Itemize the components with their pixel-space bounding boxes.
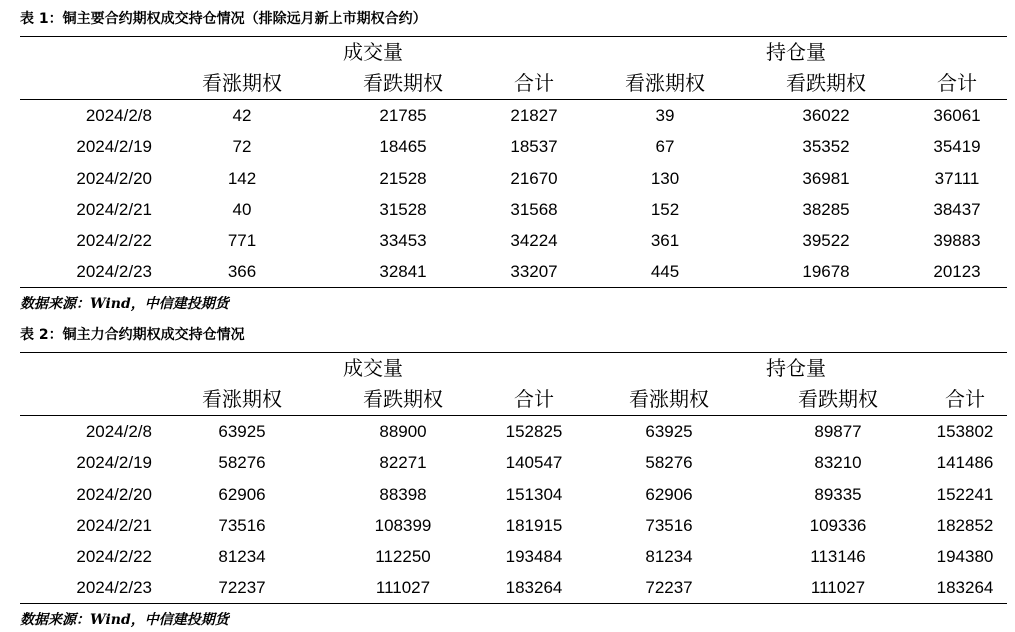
table-row (0, 100, 1015, 131)
table-2 (0, 316, 1015, 632)
put-volume-cell: 112250 (375, 547, 431, 566)
call-oi-cell: 72237 (645, 578, 693, 597)
total-volume-cell: 181915 (505, 516, 563, 535)
call-volume-cell: 81234 (218, 547, 266, 566)
table-row (0, 510, 1015, 541)
date-cell: 2024/2/22 (76, 547, 152, 566)
call-oi-cell: 63925 (645, 422, 693, 441)
put-volume-cell: 33453 (379, 231, 427, 250)
total-oi-cell: 39883 (933, 231, 981, 250)
call-volume-cell: 40 (232, 200, 252, 219)
put-volume-cell: 21528 (379, 169, 427, 188)
table-row (0, 416, 1015, 447)
total-oi-cell: 36061 (933, 106, 981, 125)
column-header: 看跌期权 (798, 387, 878, 411)
column-header: 看跌期权 (363, 387, 443, 411)
put-oi-cell: 109336 (809, 516, 867, 535)
total-oi-cell: 20123 (933, 262, 981, 281)
group-header-volume: 成交量 (343, 40, 403, 64)
call-oi-cell: 81234 (645, 547, 693, 566)
call-volume-cell: 58276 (218, 453, 266, 472)
put-volume-cell: 21785 (379, 106, 427, 125)
date-cell: 2024/2/23 (76, 578, 152, 597)
call-oi-cell: 361 (650, 231, 680, 250)
bottom-rule (20, 603, 1007, 604)
call-oi-cell: 58276 (645, 453, 693, 472)
call-oi-cell: 445 (650, 262, 680, 281)
date-cell: 2024/2/20 (76, 485, 152, 504)
total-volume-cell: 34224 (510, 231, 558, 250)
total-oi-cell: 38437 (933, 200, 981, 219)
top-rule (20, 36, 1007, 37)
total-volume-cell: 31568 (510, 200, 558, 219)
column-header: 看涨期权 (625, 71, 705, 95)
put-oi-cell: 113146 (810, 547, 866, 566)
call-oi-cell: 130 (650, 169, 680, 188)
table-row (0, 163, 1015, 194)
column-header: 看跌期权 (363, 71, 443, 95)
put-volume-cell: 32841 (379, 262, 427, 281)
table-row (0, 479, 1015, 510)
call-volume-cell: 771 (227, 231, 257, 250)
table-row (0, 131, 1015, 162)
column-header: 合计 (514, 387, 554, 411)
put-volume-cell: 88398 (379, 485, 427, 504)
total-volume-cell: 152825 (505, 422, 563, 441)
date-cell: 2024/2/23 (76, 262, 152, 281)
put-oi-cell: 35352 (802, 137, 850, 156)
bottom-rule (20, 287, 1007, 288)
column-header: 看涨期权 (202, 387, 282, 411)
put-oi-cell: 89335 (814, 485, 862, 504)
date-cell: 2024/2/21 (76, 516, 152, 535)
date-cell: 2024/2/19 (76, 137, 152, 156)
put-volume-cell: 82271 (379, 453, 427, 472)
table-row (0, 447, 1015, 478)
total-oi-cell: 37111 (934, 169, 980, 188)
call-volume-cell: 366 (227, 262, 257, 281)
put-oi-cell: 36981 (802, 169, 850, 188)
column-header: 看涨期权 (629, 387, 709, 411)
put-oi-cell: 38285 (802, 200, 850, 219)
put-oi-cell: 39522 (802, 231, 850, 250)
total-volume-cell: 183264 (505, 578, 563, 597)
total-oi-cell: 194380 (936, 547, 994, 566)
put-volume-cell: 88900 (379, 422, 427, 441)
total-volume-cell: 151304 (505, 485, 563, 504)
call-oi-cell: 73516 (645, 516, 693, 535)
top-rule (20, 352, 1007, 353)
column-header: 合计 (945, 387, 985, 411)
put-oi-cell: 89877 (814, 422, 862, 441)
total-volume-cell: 21670 (510, 169, 558, 188)
date-cell: 2024/2/8 (85, 422, 152, 441)
table-row (0, 194, 1015, 225)
call-volume-cell: 72 (232, 137, 252, 156)
total-volume-cell: 18537 (510, 137, 558, 156)
column-header: 合计 (937, 71, 977, 95)
date-cell: 2024/2/8 (85, 106, 152, 125)
column-header: 合计 (514, 71, 554, 95)
call-oi-cell: 39 (655, 106, 675, 125)
date-cell: 2024/2/19 (76, 453, 152, 472)
total-volume-cell: 193484 (505, 547, 563, 566)
put-volume-cell: 31528 (379, 200, 427, 219)
call-volume-cell: 142 (227, 169, 257, 188)
call-oi-cell: 67 (655, 137, 675, 156)
date-cell: 2024/2/20 (76, 169, 152, 188)
source-note: 数据来源：Wind，中信建投期货 (20, 296, 229, 312)
total-volume-cell: 33207 (510, 262, 558, 281)
call-volume-cell: 73516 (218, 516, 266, 535)
call-volume-cell: 42 (232, 106, 252, 125)
total-oi-cell: 153802 (936, 422, 994, 441)
put-volume-cell: 18465 (379, 137, 427, 156)
call-volume-cell: 72237 (218, 578, 266, 597)
total-oi-cell: 141486 (936, 453, 994, 472)
total-oi-cell: 35419 (933, 137, 981, 156)
call-volume-cell: 62906 (218, 485, 266, 504)
table-row (0, 572, 1015, 603)
group-header-volume: 成交量 (343, 356, 403, 380)
put-oi-cell: 19678 (802, 262, 850, 281)
call-volume-cell: 63925 (218, 422, 266, 441)
table-caption: 表 2：铜主力合约期权成交持仓情况 (20, 327, 245, 343)
date-cell: 2024/2/21 (76, 200, 152, 219)
call-oi-cell: 62906 (645, 485, 693, 504)
total-oi-cell: 152241 (936, 485, 994, 504)
column-header: 看跌期权 (786, 71, 866, 95)
table-row (0, 541, 1015, 572)
total-oi-cell: 183264 (936, 578, 994, 597)
group-header-open-interest: 持仓量 (766, 40, 826, 64)
total-oi-cell: 182852 (936, 516, 994, 535)
put-volume-cell: 111027 (375, 578, 431, 597)
total-volume-cell: 140547 (505, 453, 563, 472)
table-row (0, 225, 1015, 256)
date-cell: 2024/2/22 (76, 231, 152, 250)
column-header: 看涨期权 (202, 71, 282, 95)
put-oi-cell: 36022 (802, 106, 850, 125)
call-oi-cell: 152 (650, 200, 680, 219)
total-volume-cell: 21827 (510, 106, 558, 125)
put-volume-cell: 108399 (374, 516, 432, 535)
put-oi-cell: 111027 (810, 578, 866, 597)
table-caption: 表 1：铜主要合约期权成交持仓情况（排除远月新上市期权合约） (20, 11, 427, 27)
group-header-open-interest: 持仓量 (766, 356, 826, 380)
source-note: 数据来源：Wind，中信建投期货 (20, 612, 229, 628)
table-row (0, 256, 1015, 287)
put-oi-cell: 83210 (814, 453, 862, 472)
